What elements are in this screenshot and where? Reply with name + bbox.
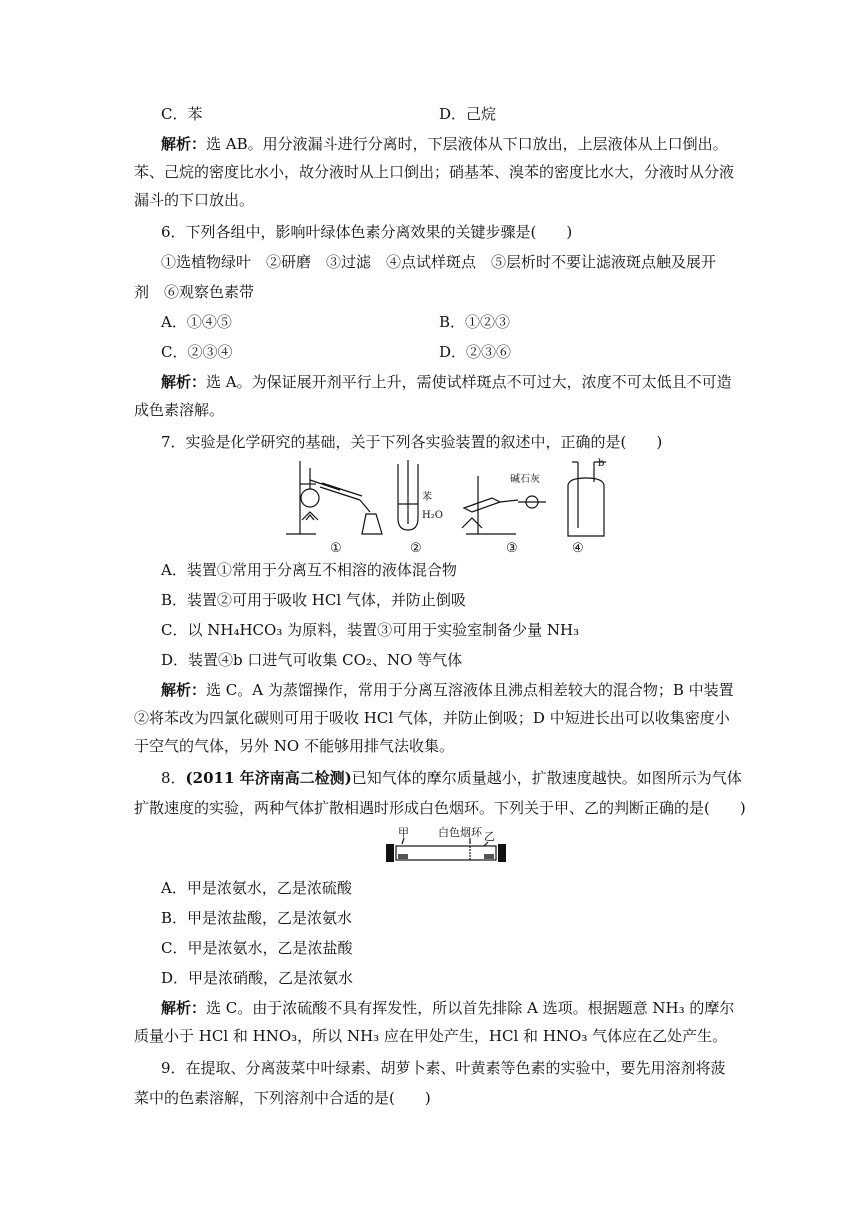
- q6-option-c: C．②③④: [161, 343, 233, 361]
- gas-bottle: [568, 478, 604, 536]
- distilling-flask: [301, 489, 319, 507]
- q8-analysis-line-2: 质量小于 HCl 和 HNO₃，所以 NH₃ 应在甲处产生，HCl 和 HNO₃ 气体应在乙处产生。: [134, 1027, 728, 1045]
- q7-analysis-line-1: [161, 680, 734, 700]
- left-cotton: [398, 854, 408, 859]
- q9-stem-line-1: 9．在提取、分离菠菜中叶绿素、胡萝卜素、叶黄素等色素的实验中，要先用溶剂将菠: [161, 1059, 726, 1077]
- diffusion-figure: [384, 826, 508, 866]
- heated-tube: [464, 498, 500, 512]
- figure-label-1: ①: [330, 541, 342, 556]
- q8-stem-line-2: 扩散速度的实验，两种气体扩散相遇时形成白色烟环。下列关于甲、乙的判断正确的是( ): [134, 799, 746, 817]
- receiving-flask: [362, 514, 382, 534]
- q6-steps-line-2: 剂 ⑥观察色素带: [134, 283, 255, 301]
- q6-stem: 6．下列各组中，影响叶绿体色素分离效果的关键步骤是( ): [161, 223, 573, 241]
- glass-tube: [396, 846, 496, 860]
- q8-option-a: A．甲是浓氨水，乙是浓硫酸: [161, 879, 352, 897]
- right-cotton: [484, 854, 494, 859]
- q7-option-a: A．装置①常用于分离互不相溶的液体混合物: [161, 561, 457, 579]
- q7-option-b: B．装置②可用于吸收 HCl 气体，并防止倒吸: [161, 591, 466, 609]
- q8-option-d: D．甲是浓硝酸，乙是浓氨水: [161, 969, 354, 987]
- q8-stem-text: 已知气体的摩尔质量越小，扩散速度越快。如图所示为气体: [351, 769, 742, 787]
- q6-option-d: D．②③⑥: [439, 343, 512, 361]
- q6-analysis-line-1: [161, 372, 732, 392]
- left-stopper: [386, 844, 394, 862]
- q5-analysis-line-1: [161, 134, 728, 154]
- analysis-label: 解析：: [161, 135, 207, 153]
- analysis-label: 解析：: [161, 999, 207, 1017]
- jia-label: 甲: [398, 826, 409, 839]
- q6-option-a: A．①④⑤: [161, 313, 232, 331]
- apparatus-figure: [278, 456, 608, 556]
- right-stopper: [498, 844, 506, 862]
- q8-analysis-line-1: [161, 998, 734, 1018]
- smoke-ring-label: 白色烟环: [438, 826, 482, 839]
- q8-option-b: B．甲是浓盐酸，乙是浓氨水: [161, 909, 353, 927]
- q5-option-c: C．苯: [161, 105, 203, 123]
- q7-option-d: D．装置④b 口进气可收集 CO₂、NO 等气体: [161, 651, 463, 669]
- q6-option-b: B．①②③: [439, 313, 511, 331]
- analysis-text: 选 C。A 为蒸馏操作，常用于分离互溶液体且沸点相差较大的混合物；B 中装置: [206, 681, 734, 699]
- figure-label-2: ②: [410, 541, 422, 556]
- q7-analysis-line-3: 于空气的气体，另外 NO 不能够用排气法收集。: [134, 737, 454, 755]
- q7-stem: 7．实验是化学研究的基础，关于下列各实验装置的叙述中，正确的是( ): [161, 433, 663, 451]
- yi-label: 乙: [484, 830, 495, 843]
- analysis-label: 解析：: [161, 681, 207, 699]
- figure-label-3: ③: [506, 541, 518, 556]
- analysis-text: 选 C。由于浓硫酸不具有挥发性，所以首先排除 A 选项。根据题意 NH₃ 的摩尔: [206, 999, 735, 1017]
- q5-analysis-line-3: 漏斗的下口放出。: [134, 191, 255, 209]
- analysis-text: 选 A。为保证展开剂平行上升，需使试样斑点不可过大，浓度不可太低且不可造: [206, 373, 732, 391]
- port-b-label: b: [598, 458, 605, 469]
- q5-analysis-line-2: 苯、己烷的密度比水小，故分液时从上口倒出；硝基苯、溴苯的密度比水大，分液时从分液: [134, 163, 735, 181]
- q8-number: 8．: [161, 769, 186, 787]
- q7-analysis-line-2: ②将苯改为四氯化碳则可用于吸收 HCl 气体，并防止倒吸；D 中短进长出可以收集密度小: [134, 709, 730, 727]
- q5-option-d: D．己烷: [439, 105, 497, 123]
- q6-analysis-line-2: 成色素溶解。: [134, 401, 225, 419]
- water-label: H₂O: [422, 510, 443, 521]
- q9-stem-line-2: 菜中的色素溶解，下列溶剂中合适的是( ): [134, 1089, 431, 1107]
- q8-source: (2011 年济南高二检测): [185, 769, 352, 787]
- q8-stem-line-1: [161, 768, 742, 788]
- q6-steps-line-1: ①选植物绿叶 ②研磨 ③过滤 ④点试样斑点 ⑤层析时不要让滤液斑点触及展开: [161, 253, 717, 271]
- figure-label-4: ④: [572, 541, 584, 556]
- soda-lime-label: 碱石灰: [510, 474, 540, 485]
- q8-option-c: C．甲是浓氨水，乙是浓盐酸: [161, 939, 353, 957]
- q7-option-c: C．以 NH₄HCO₃ 为原料，装置③可用于实验室制备少量 NH₃: [161, 621, 580, 639]
- analysis-text: 选 AB。用分液漏斗进行分离时，下层液体从下口放出，上层液体从上口倒出。: [206, 135, 728, 153]
- benzene-label: 苯: [422, 492, 432, 503]
- analysis-label: 解析：: [161, 373, 207, 391]
